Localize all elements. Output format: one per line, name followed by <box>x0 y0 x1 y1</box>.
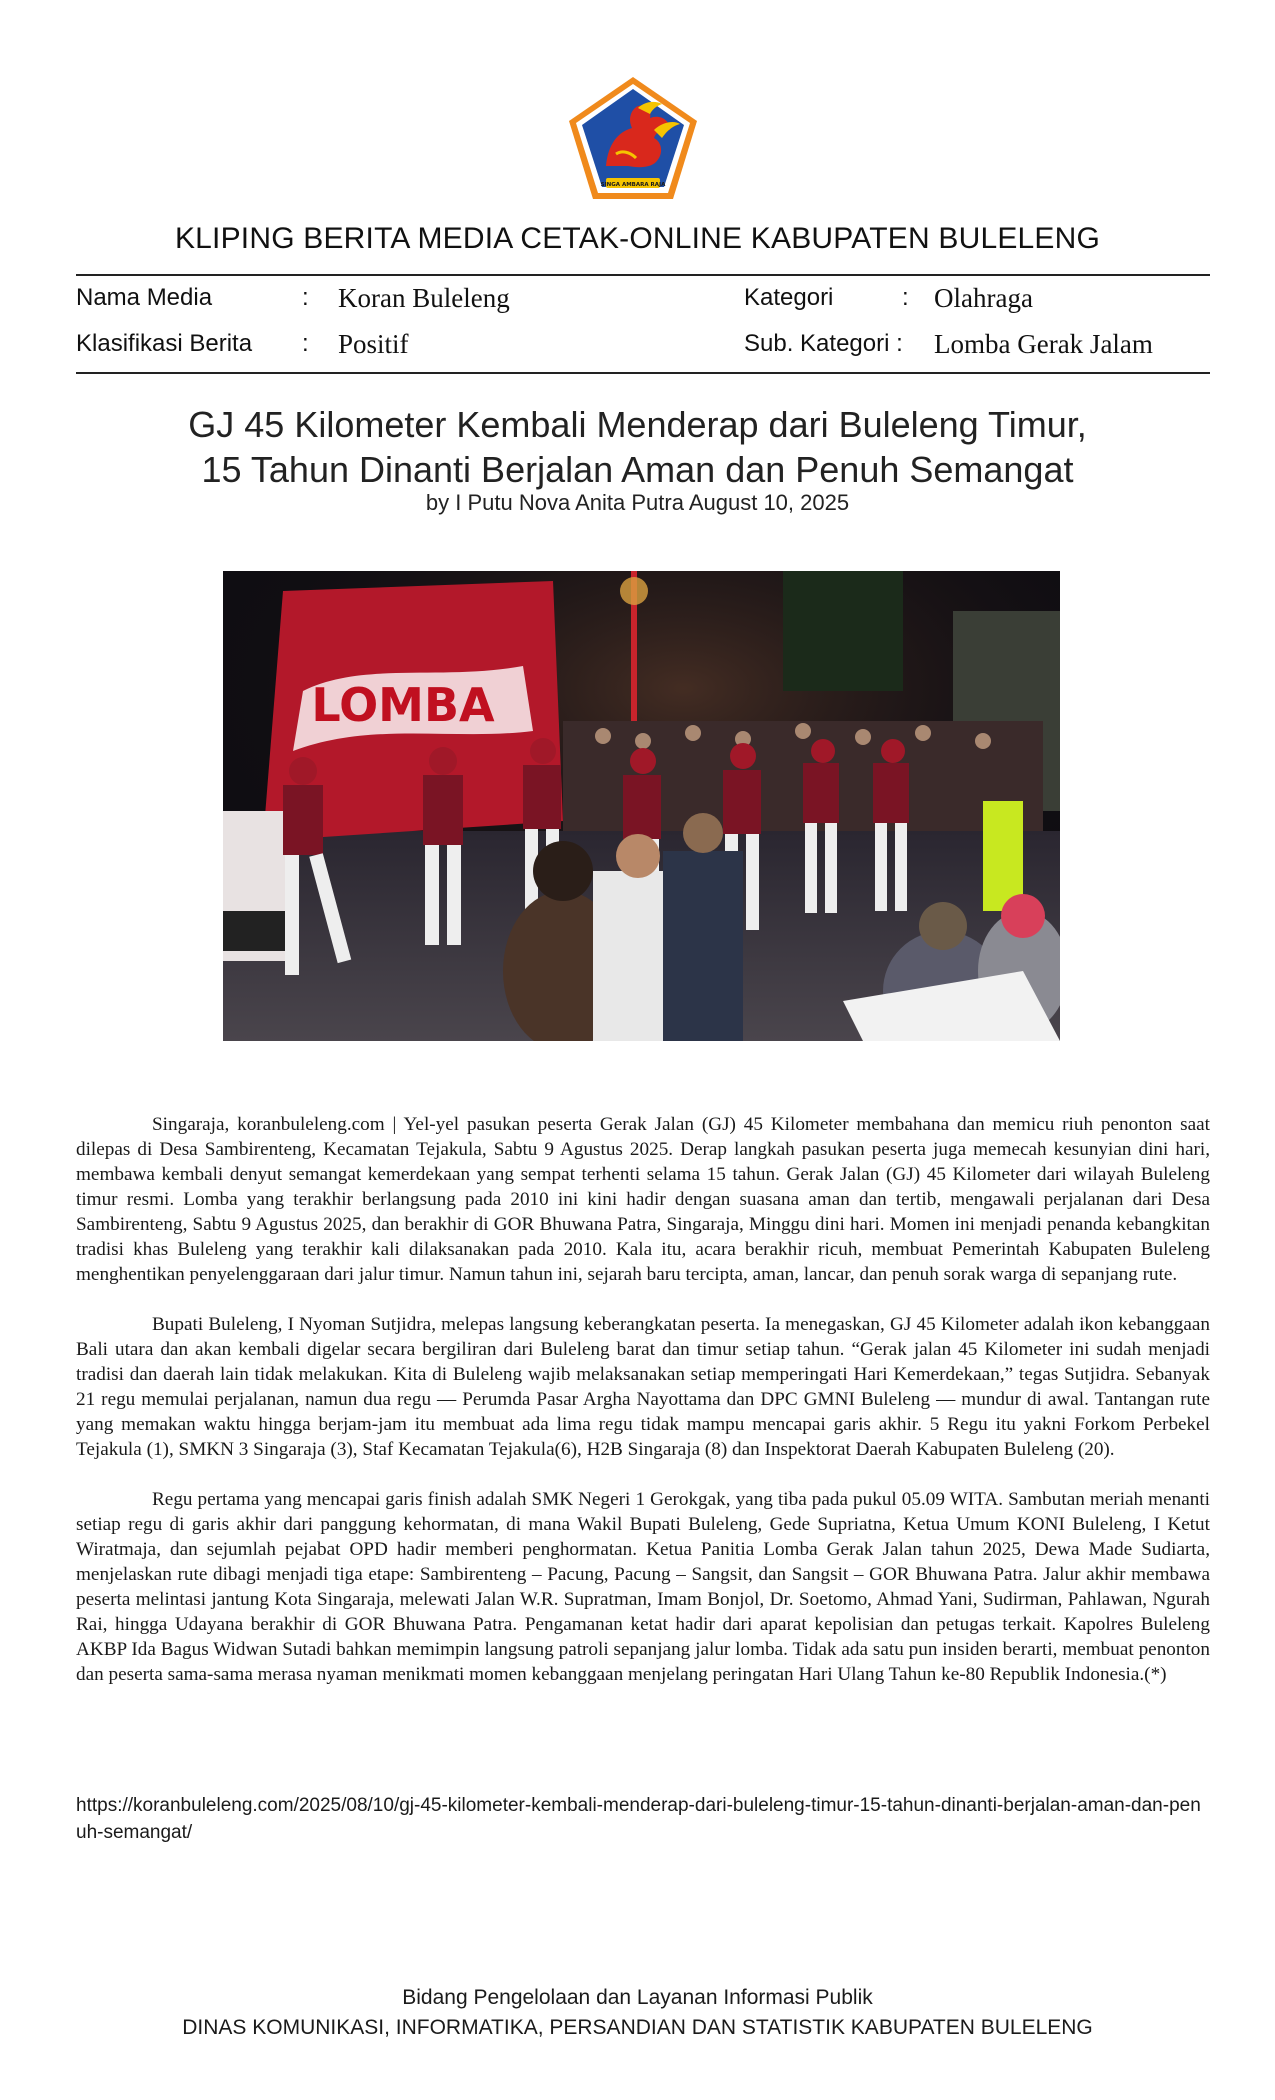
article-headline <box>0 402 1275 492</box>
header-top-rule <box>76 274 1210 276</box>
article-body <box>76 1112 1210 1712</box>
category-value: Olahraga <box>934 283 1033 313</box>
media-name-label: Nama Media <box>76 284 213 311</box>
footer-department: Bidang Pengelolaan dan Layanan Informasi Publik <box>402 1986 873 2009</box>
article-byline: by I Putu Nova Anita Putra August 10, 2025 <box>425 490 850 515</box>
classification-value: Positif <box>338 329 409 359</box>
subcategory-label: Sub. Kategori : <box>744 330 903 357</box>
category-label: Kategori <box>744 284 834 311</box>
singa-ambara-raja-emblem-icon <box>566 74 700 202</box>
document-header-title: KLIPING BERITA MEDIA CETAK-ONLINE KABUPATEN BULELENG <box>174 222 1101 255</box>
logo-text: SINGA AMBARA RAJA <box>600 182 666 188</box>
media-name-colon: : <box>302 284 309 311</box>
footer-agency: DINAS KOMUNIKASI, INFORMATIKA, PERSANDIAN DAN STATISTIK KABUPATEN BULELENG <box>182 2016 1093 2039</box>
classification-label: Klasifikasi Berita <box>76 330 253 357</box>
subcategory-value: Lomba Gerak Jalam <box>934 329 1153 359</box>
header-bottom-rule <box>76 372 1210 374</box>
article-paragraph-2: Bupati Buleleng, I Nyoman Sutjidra, melepas langsung keberangkatan peserta. Ia menegaskan, GJ 45 Kilometer adalah ikon kebanggaan Bali utara dan akan kembali digelar secara bergiliran dari Buleleng barat dan timur setiap tahun. “Gerak jalan 45 Kilometer ini sudah menjadi tradisi dan daerah lain tidak melakukan. Kita di Buleleng wajib melaksanakan setiap memperingati Hari Kemerdekaan,” tegas Sutjidra. Sebanyak 21 regu memulai perjalanan, namun dua regu — Perumda Pasar Argha Nayottama dan DPC GMNI Buleleng — mundur di awal. Tantangan rute yang memakan waktu hingga berjam-jam itu membuat ada lima regu tidak mampu mencapai garis akhir. 5 Regu itu yakni Forkom Perbekel Tejakula (1), SMKN 3 Singaraja (3), Staf Kecamatan Tejakula(6), H2B Singaraja (8) dan Inspektorat Daerah Kabupaten Buleleng (20). <box>76 1314 1210 1460</box>
classification-colon: : <box>302 330 309 357</box>
article-photo <box>223 571 1060 1041</box>
source-url-link[interactable]: https://koranbuleleng.com/2025/08/10/gj-45-kilometer-kembali-menderap-dari-buleleng-timur-15-tahun-dinanti-berjalan-aman-dan-penuh-semangat/ <box>76 1795 1201 1843</box>
media-name-value: Koran Buleleng <box>338 283 510 313</box>
category-colon: : <box>902 284 909 311</box>
headline-line-1: GJ 45 Kilometer Kembali Menderap dari Buleleng Timur, <box>188 404 1087 445</box>
article-paragraph-1: Singaraja, koranbuleleng.com | Yel-yel pasukan peserta Gerak Jalan (GJ) 45 Kilometer membahana dan memicu riuh penonton saat dilepas di Desa Sambirenteng, Kecamatan Tejakula, Sabtu 9 Agustus 2025. Derap langkah pasukan peserta juga memecah kesunyian dini hari, membawa kembali denyut semangat kemerdekaan yang sempat terhenti selama 15 tahun. Gerak Jalan (GJ) 45 Kilometer dari wilayah Buleleng timur resmi. Lomba yang terakhir berlangsung pada 2010 ini kini hadir dengan suasana aman dan tertib, mengawali perjalanan dari Desa Sambirenteng, Sabtu 9 Agustus 2025, dan berakhir di GOR Bhuwana Patra, Singaraja, Minggu dini hari. Momen ini menjadi penanda kebangkitan tradisi khas Buleleng yang terakhir kali dilaksanakan pada 2010. Kala itu, acara berakhir ricuh, membuat Pemerintah Kabupaten Buleleng menghentikan penyelenggaraan dari jalur timur. Namun tahun ini, sejarah baru tercipta, aman, lancar, dan penuh sorak warga di sepanjang rute. <box>76 1114 1210 1285</box>
night-parade-photo <box>223 571 1060 1041</box>
article-paragraph-3: Regu pertama yang mencapai garis finish adalah SMK Negeri 1 Gerokgak, yang tiba pada pukul 05.09 WITA. Sambutan meriah menanti setiap regu di garis akhir dari panggung kehormatan, di mana Wakil Bupati Buleleng, Gede Supriatna, Ketua Umum KONI Buleleng, I Ketut Wiratmaja, dan sejumlah pejabat OPD hadir memberi penghormatan. Ketua Panitia Lomba Gerak Jalan tahun 2025, Dewa Made Sudiarta, menjelaskan rute dibagi menjadi tiga etape: Sambirenteng – Pacung, Pacung – Sangsit, dan Sangsit – GOR Bhuwana Patra. Jalur akhir membawa peserta melintasi jantung Kota Singaraja, melewati Jalan W.R. Supratman, Imam Bonjol, Dr. Soetomo, Ahmad Yani, Sudirman, Pahlawan, Ngurah Rai, hingga Udayana berakhir di GOR Bhuwana Patra. Pengamanan ketat hadir dari aparat kepolisian dan petugas terkait. Kapolres Buleleng AKBP Ida Bagus Widwan Sutadi bahkan memimpin langsung patroli sepanjang jalur lomba. Tidak ada satu pun insiden berarti, membuat penonton dan peserta sama-sama merasa nyaman menikmati momen kebanggaan menjelang peringatan Hari Ulang Tahun ke-80 Republik Indonesia.(*) <box>76 1489 1210 1685</box>
headline-line-2: 15 Tahun Dinanti Berjalan Aman dan Penuh Semangat <box>201 449 1074 490</box>
photo-banner-text: LOMBA <box>311 678 495 732</box>
